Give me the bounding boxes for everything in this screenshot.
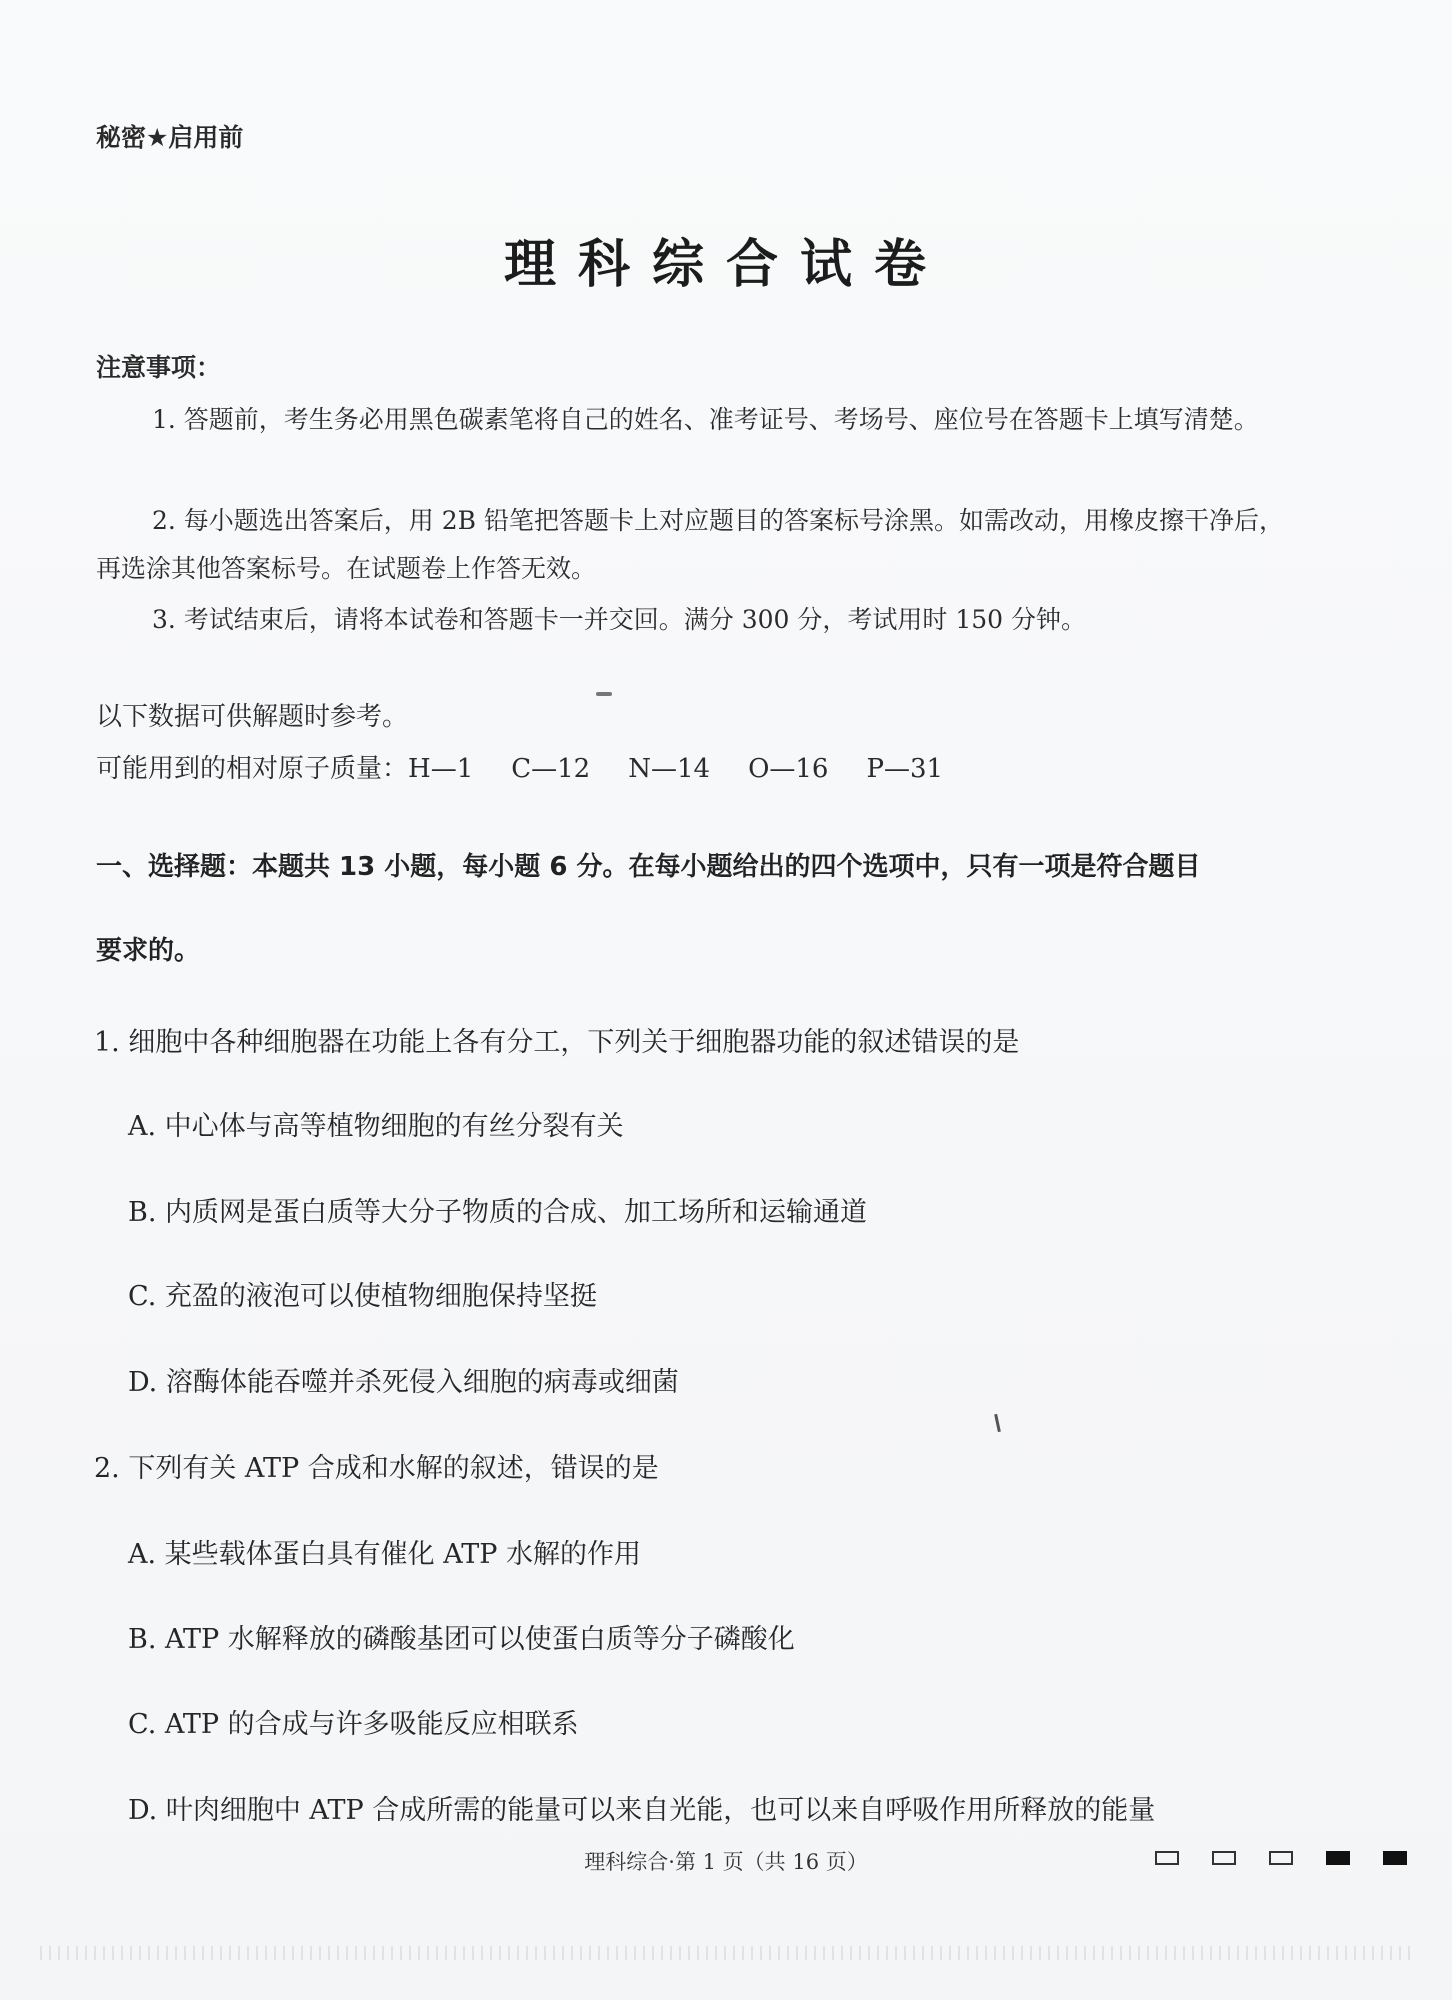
notice-item-1: 1. 答题前，考生务必用黑色碳素笔将自己的姓名、准考证号、考场号、座位号在答题卡上填写清楚。: [152, 405, 1259, 434]
registration-mark: [1326, 1851, 1350, 1865]
question-2-stem: 2. 下列有关 ATP 合成和水解的叙述，错误的是: [94, 1453, 659, 1484]
exam-title: 理科综合试卷: [503, 234, 948, 295]
atomic-masses-list: [408, 754, 943, 784]
question-1-option-b: B. 内质网是蛋白质等大分子物质的合成、加工场所和运输通道: [128, 1197, 868, 1228]
scan-mark: [994, 1414, 1001, 1432]
reference-intro: 以下数据可供解题时参考。: [96, 702, 409, 732]
registration-marks: [1155, 1851, 1407, 1865]
question-1-option-c: C. 充盈的液泡可以使植物细胞保持坚挺: [128, 1281, 597, 1312]
question-2-option-c: C. ATP 的合成与许多吸能反应相联系: [128, 1709, 579, 1740]
notice-heading: 注意事项：: [96, 353, 222, 382]
question-2-option-d: D. 叶肉细胞中 ATP 合成所需的能量可以来自光能，也可以来自呼吸作用所释放的能量: [128, 1795, 1156, 1826]
mass-o: O—16: [748, 754, 829, 784]
scan-speck: [596, 692, 612, 696]
question-1-stem: 1. 细胞中各种细胞器在功能上各有分工，下列关于细胞器功能的叙述错误的是: [94, 1027, 1020, 1058]
mass-h: H—1: [408, 754, 474, 784]
question-2-option-a: A. 某些载体蛋白具有催化 ATP 水解的作用: [128, 1539, 642, 1570]
registration-mark: [1383, 1851, 1407, 1865]
registration-mark: [1212, 1851, 1236, 1865]
atomic-masses-label: 可能用到的相对原子质量：: [96, 754, 409, 784]
mass-c: C—12: [511, 754, 591, 784]
mass-n: N—14: [628, 754, 711, 784]
page-footer: 理科综合·第 1 页（共 16 页）: [584, 1850, 868, 1874]
registration-mark: [1155, 1851, 1179, 1865]
section-heading-cont: 要求的。: [96, 936, 201, 966]
scan-noise: [40, 1946, 1410, 1960]
notice-item-3: 3. 考试结束后，请将本试卷和答题卡一并交回。满分 300 分，考试用时 150 分钟。: [152, 605, 1087, 634]
secret-label: 秘密★启用前: [96, 123, 244, 152]
section-heading: 一、选择题：本题共 13 小题，每小题 6 分。在每小题给出的四个选项中，只有一项是符合题目: [96, 852, 1201, 882]
registration-mark: [1269, 1851, 1293, 1865]
question-1-option-a: A. 中心体与高等植物细胞的有丝分裂有关: [128, 1111, 624, 1142]
atomic-masses-line: [96, 748, 943, 785]
mass-p: P—31: [866, 754, 944, 784]
question-2-option-b: B. ATP 水解释放的磷酸基团可以使蛋白质等分子磷酸化: [128, 1624, 795, 1655]
question-1-option-d: D. 溶酶体能吞噬并杀死侵入细胞的病毒或细菌: [128, 1367, 679, 1398]
notice-item-2: 2. 每小题选出答案后，用 2B 铅笔把答题卡上对应题目的答案标号涂黑。如需改动，用橡皮擦干净后，再选涂其他答案标号。在试题卷上作答无效。: [96, 506, 1284, 583]
